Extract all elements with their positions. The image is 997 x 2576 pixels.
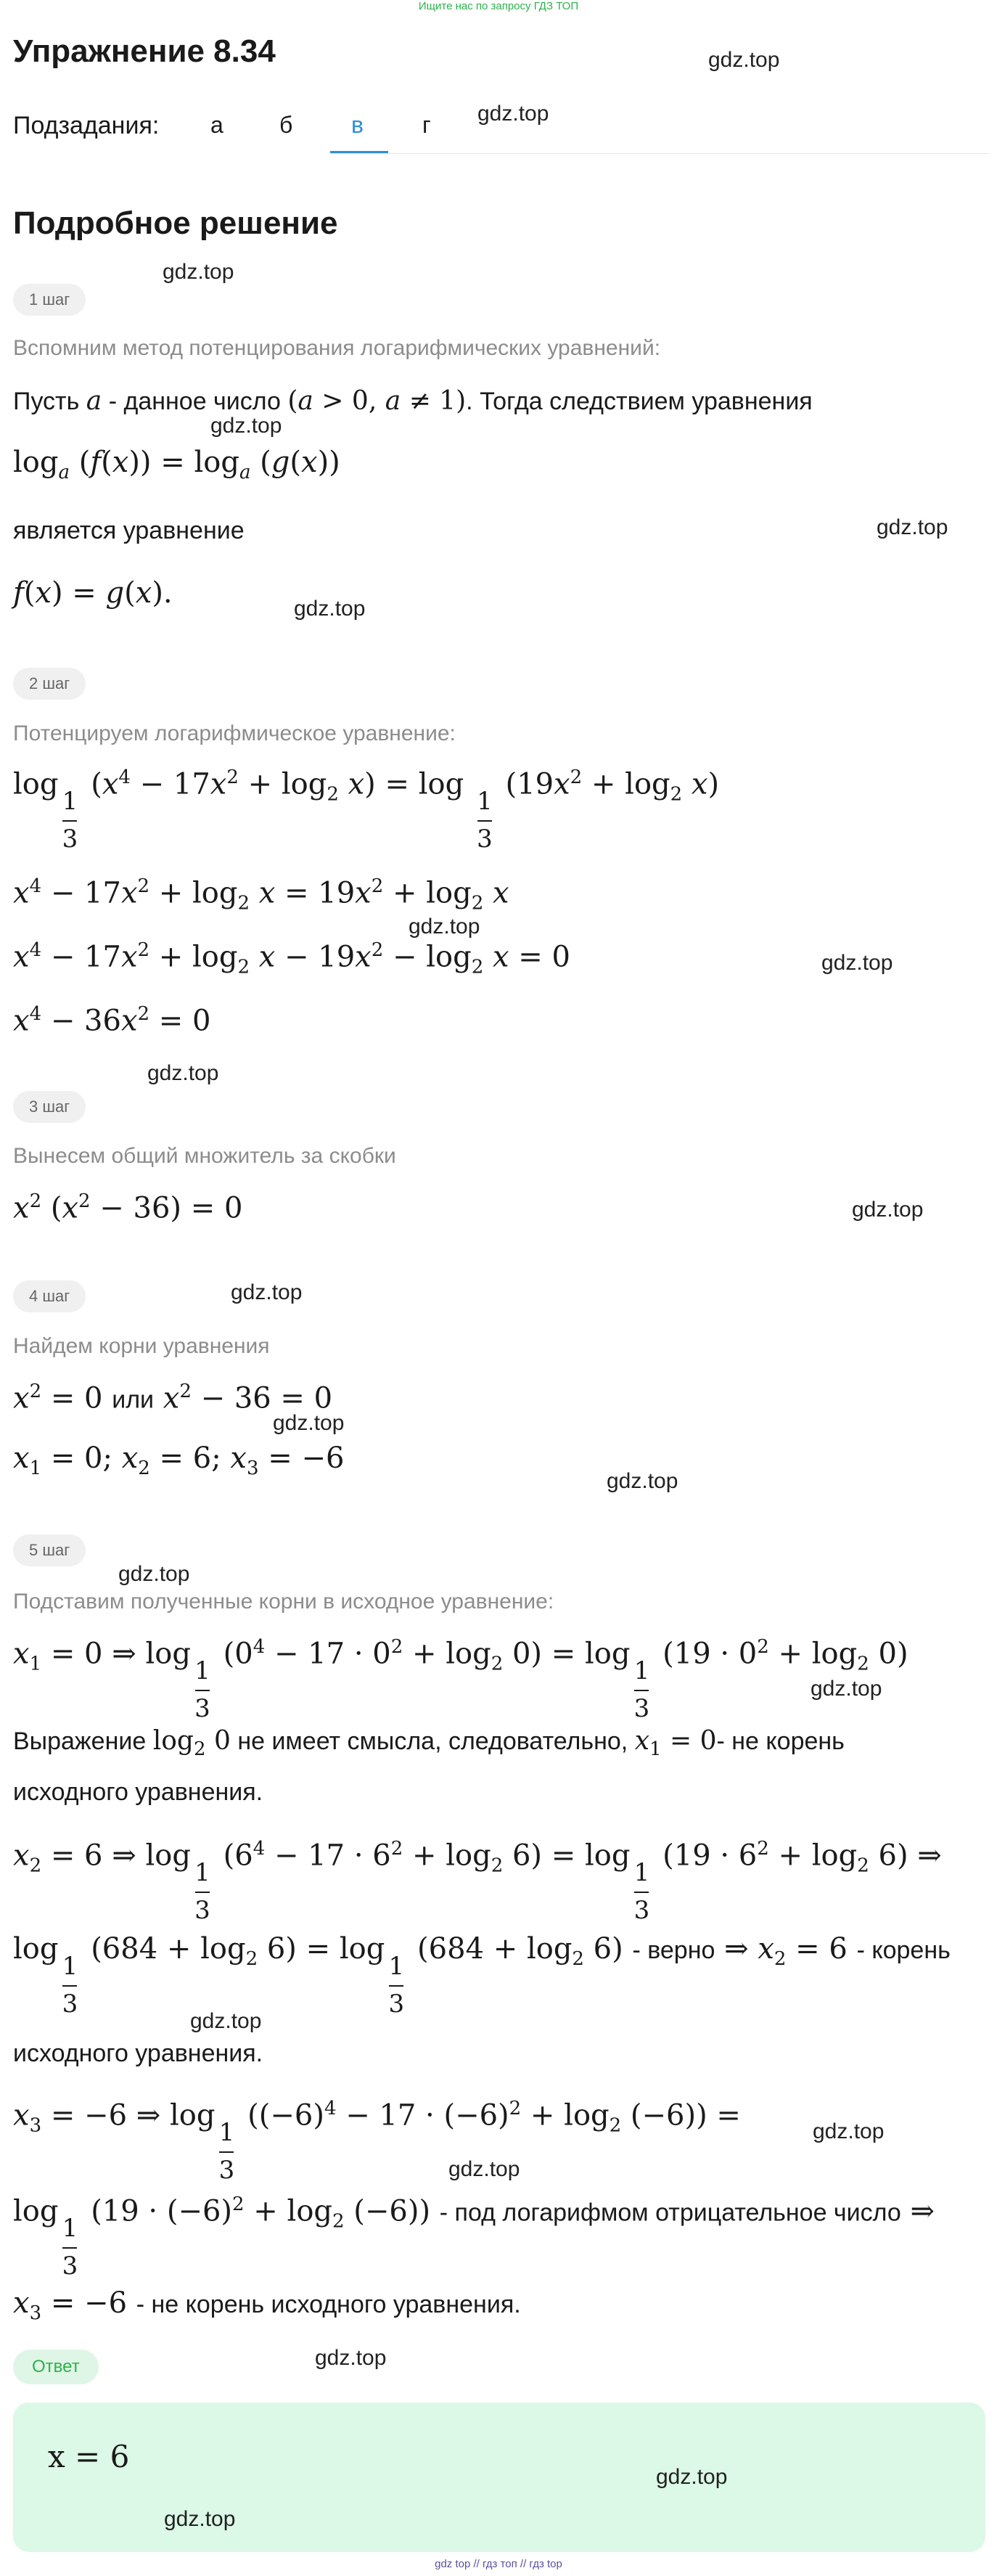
watermark: gdz.top	[164, 2507, 236, 2531]
formula-potentiate: log $\frac{1}{3}$ $(x^4 - 17x^2 + \log_2 x) = \log$ $\frac{1}{3}$ $(19x^2 + \log_2 x)$	[13, 766, 720, 854]
step-5-x1-text2: исходного уравнения.	[13, 1778, 263, 1806]
step-2-pill: 2 шаг	[13, 668, 86, 700]
formula-step2-line2: $x^4 - 17x^2 + \log_2 x = 19x^2 + \log_2 x$	[13, 875, 509, 915]
formula-x3-conclusion: $x_3 = -6$ - не корень исходного уравнения.	[13, 2286, 521, 2324]
answer-value: x = 6	[48, 2439, 130, 2474]
tabs-divider	[330, 153, 990, 154]
formula-x2-check2: log $\frac{1}{3}$ $(684 + \log_2 6) = \log$ $\frac{1}{3}$ $(684 + \log_2 6)$ - верно ⇒ $x_2 = 6$ - корень	[13, 1932, 951, 2019]
watermark: gdz.top	[409, 915, 480, 939]
watermark: gdz.top	[877, 515, 948, 539]
step-1-line2: является уравнение	[13, 517, 245, 544]
bottom-note: gdz top // гдз топ // гдз top	[435, 2558, 562, 2570]
watermark: gdz.top	[477, 102, 549, 126]
step-2-desc: Потенцируем логарифмическое уравнение:	[13, 721, 456, 745]
watermark: gdz.top	[294, 597, 366, 621]
formula-step2-line3: $x^4 - 17x^2 + \log_2 x - 19x^2 - \log_2 x = 0$	[13, 939, 570, 978]
tab-g[interactable]: г	[422, 112, 431, 138]
watermark: gdz.top	[190, 2009, 262, 2033]
watermark: gdz.top	[656, 2465, 728, 2489]
watermark: gdz.top	[118, 1562, 190, 1586]
formula-factor: $x^2$ $(x^2 - 36) = 0$	[13, 1190, 243, 1225]
watermark: gdz.top	[607, 1469, 678, 1493]
step-1-pill: 1 шаг	[13, 284, 86, 316]
formula-roots: $x_1 = 0$; $x_2 = 6$; $x_3 = -6$	[13, 1442, 345, 1479]
watermark: gdz.top	[811, 1677, 882, 1701]
watermark: gdz.top	[273, 1411, 345, 1435]
formula-x2-check: $x_2 = 6$ ⇒ log $\frac{1}{3}$ $(6^4 - 17 \cdot 6^2 + \log_2 6) = \log$ $\frac{1}{3}$ $(19 \cdot 6^2 + \log_2 6)$ ⇒	[13, 1838, 942, 1926]
step-4-pill: 4 шаг	[13, 1280, 86, 1312]
tab-a[interactable]: а	[210, 112, 223, 138]
section-title: Подробное решение	[13, 205, 338, 241]
step-4-desc: Найдем корни уравнения	[13, 1334, 270, 1358]
top-note: Ищите нас по запросу ГДЗ ТОП	[418, 0, 579, 12]
formula-log-equation: $\log_a (f(x)) = \log_a (g(x))$	[13, 446, 340, 483]
step-5-desc: Подставим полученные корни в исходное уравнение:	[13, 1590, 554, 1614]
watermark: gdz.top	[147, 1061, 219, 1085]
formula-x3-check2: log $\frac{1}{3}$ $(19 \cdot (-6)^2 + \log_2 (-6))$ - под логарифмом отрицательное число ⇒	[13, 2193, 935, 2281]
step-1-line1: Пусть a - данное число (a > 0, a ≠ 1). Тогда следствием уравнения	[13, 386, 813, 416]
formula-fx-gx: f(x) = g(x).	[13, 576, 173, 610]
watermark: gdz.top	[210, 414, 282, 438]
watermark: gdz.top	[821, 951, 893, 975]
watermark: gdz.top	[163, 260, 234, 284]
watermark: gdz.top	[448, 2157, 520, 2181]
formula-x3-check: $x_3 = -6$ ⇒ log $\frac{1}{3}$ $((-6)^4 - 17 \cdot (-6)^2 + \log_2 (-6))$ =	[13, 2098, 741, 2185]
formula-roots-or: $x^2 = 0$ или $x^2 - 36 = 0$	[13, 1381, 333, 1415]
watermark: gdz.top	[231, 1280, 303, 1304]
step-5-x2-text: исходного уравнения.	[13, 2040, 263, 2067]
watermark: gdz.top	[813, 2119, 885, 2143]
step-5-x1-text: Выражение $\log_2 0$ не имеет смысла, следовательно, $x_1 = 0-$ не корень	[13, 1726, 845, 1761]
answer-pill: Ответ	[13, 2350, 99, 2384]
watermark: gdz.top	[708, 48, 780, 72]
watermark: gdz.top	[852, 1198, 924, 1222]
formula-step2-line4: $x^4 - 36x^2 = 0$	[13, 1003, 211, 1038]
step-3-pill: 3 шаг	[13, 1091, 86, 1123]
watermark: gdz.top	[315, 2346, 387, 2370]
page-title: Упражнение 8.34	[13, 33, 276, 69]
step-3-desc: Вынесем общий множитель за скобки	[13, 1144, 396, 1168]
tab-b[interactable]: б	[279, 112, 293, 138]
step-1-desc: Вспомним метод потенцирования логарифмических уравнений:	[13, 336, 661, 360]
formula-x1-check: $x_1 = 0$ ⇒ log $\frac{1}{3}$ $(0^4 - 17 \cdot 0^2 + \log_2 0) = \log$ $\frac{1}{3}$ $(19 \cdot 0^2 + \log_2 0)$	[13, 1636, 908, 1724]
step-5-pill: 5 шаг	[13, 1534, 86, 1566]
tab-v[interactable]: в	[351, 112, 364, 138]
answer-box	[13, 2403, 985, 2552]
subtasks-label: Подзадания:	[13, 112, 160, 139]
